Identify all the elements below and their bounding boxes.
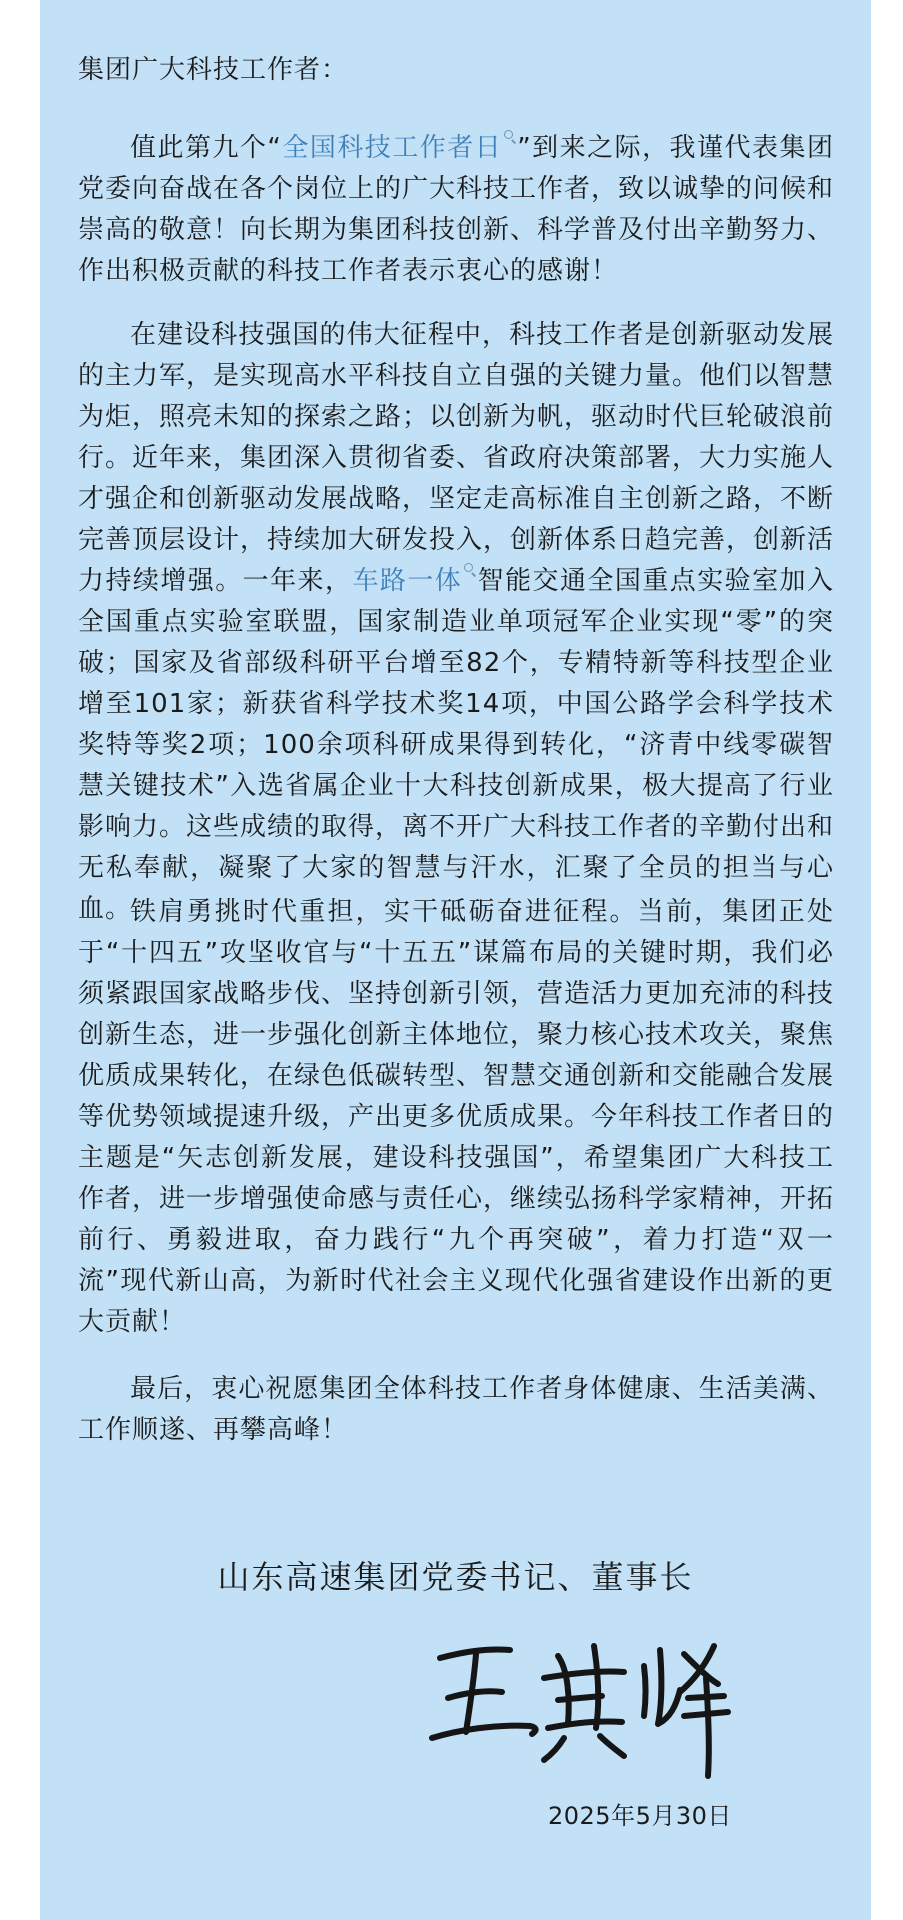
signoff-title: 山东高速集团党委书记、董事长 bbox=[217, 1558, 694, 1596]
letter-date: 2025年5月30日 bbox=[548, 1802, 732, 1830]
paragraph-4: 最后，衷心祝愿集团全体科技工作者身体健康、生活美满、工作顺遂、再攀高峰！ bbox=[78, 1374, 834, 1445]
link-vehicle-road-integration[interactable]: 车路一体 bbox=[352, 566, 463, 596]
search-icon[interactable] bbox=[463, 563, 477, 577]
paragraph-2-text-before: 在建设科技强国的伟大征程中，科技工作者是创新驱动发展的主力军，是实现高水平科技自立自强的关键力量。他们以智慧为炬，照亮未知的探索之路；以创新为帆，驱动时代巨轮破浪前行。近年来，集团深入贯彻省委、省政府决策部署，大力实施人才强企和创新驱动发展战略，坚定走高标准自主创新之路，不断完善顶层设计，持续加大研发投入，创新体系日趋完善，创新活力持续增强。一年来， bbox=[78, 320, 835, 596]
paragraph-1-text-before: 值此第九个“ bbox=[130, 133, 282, 163]
paragraph-2-text-after: 智能交通全国重点实验室加入全国重点实验室联盟，国家制造业单项冠军企业实现“零”的突破；国家及省部级科研平台增至82个，专精特新等科技型企业增至101家；新获省科学技术奖14项，中国公路学会科学技术奖特等奖2项；100余项科研成果得到转化，“济青中线零碳智慧关键技术”入选省属企业十大科技创新成果，极大提高了行业影响力。这些成绩的取得，离不开广大科技工作者的辛勤付出和无私奉献，凝聚了大家的智慧与汗水，汇聚了全员的担当与心血。 bbox=[78, 566, 835, 924]
letter-panel bbox=[40, 0, 871, 1920]
link-national-tech-workers-day[interactable]: 全国科技工作者日 bbox=[281, 133, 503, 163]
paragraph-2 bbox=[78, 315, 834, 930]
paragraph-1 bbox=[78, 128, 834, 292]
paragraph-3: 铁肩勇挑时代重担，实干砥砺奋进征程。当前，集团正处于“十四五”攻坚收官与“十五五”谋篇布局的关键时期，我们必须紧跟国家战略步伐、坚持创新引领，营造活力更加充沛的科技创新生态，进一步强化创新主体地位，聚力核心技术攻关，聚焦优质成果转化，在绿色低碳转型、智慧交通创新和交能融合发展等优势领域提速升级，产出更多优质成果。今年科技工作者日的主题是“矢志创新发展，建设科技强国”，希望集团广大科技工作者，进一步增强使命感与责任心，继续弘扬科学家精神，开拓前行、勇毅进取，奋力践行“九个再突破”，着力打造“双一流”现代新山高，为新时代社会主义现代化强省建设作出新的更大贡献！ bbox=[78, 897, 835, 1337]
paragraph-1-text-after: ”到来之际，我谨代表集团党委向奋战在各个岗位上的广大科技工作者，致以诚挚的问候和崇高的敬意！向长期为集团科技创新、科学普及付出辛勤努力、作出积极贡献的科技工作者表示衷心的感谢！ bbox=[78, 133, 835, 286]
handwritten-signature bbox=[418, 1620, 758, 1780]
salutation: 集团广大科技工作者： bbox=[78, 55, 349, 85]
search-icon[interactable] bbox=[503, 130, 517, 144]
